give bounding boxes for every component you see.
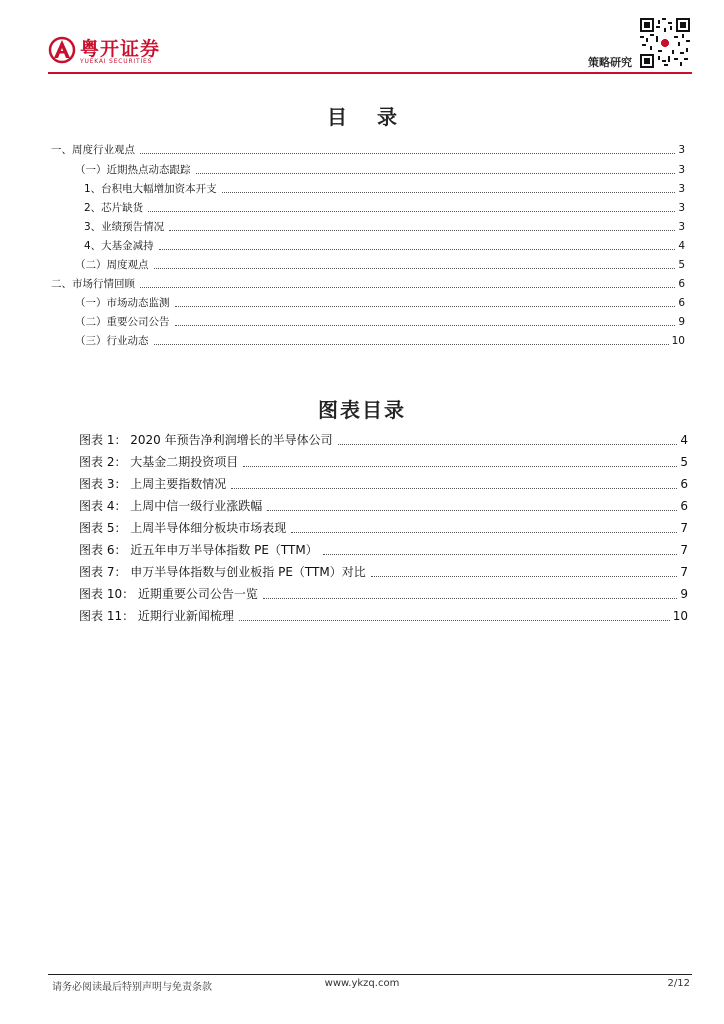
toc-entry-page: 3 [678,183,685,195]
toc-entry-label: 一、周度行业观点 [51,144,135,156]
figure-entry[interactable] [79,564,688,580]
toc-entry[interactable] [84,239,685,253]
toc-entry-label: 2、芯片缺货 [84,202,144,214]
company-logo [48,36,178,72]
qr-code-icon [640,18,690,68]
dot-leader [175,325,676,326]
toc-entry-label: 二、市场行情回顾 [51,278,135,290]
dot-leader [239,620,670,621]
dot-leader [291,532,677,533]
toc-entry-page: 3 [678,144,685,156]
toc-entry-label: 1、台积电大幅增加资本开支 [84,183,217,195]
toc-entry[interactable] [75,258,685,272]
page-header [48,18,692,74]
toc-entry-page: 4 [678,240,685,252]
toc-entry[interactable] [84,220,685,234]
figure-entry-page: 10 [672,609,688,623]
toc-entry[interactable] [75,296,685,310]
toc-entry[interactable] [75,163,685,177]
figure-entry[interactable] [79,542,688,558]
dot-leader [148,211,675,212]
dot-leader [140,153,675,154]
toc-entry[interactable] [75,334,685,348]
figure-entry-page: 7 [680,543,688,557]
figure-entry-label: 图表 6： 近五年申万半导体指数 PE（TTM） [79,543,318,557]
figure-entry-label: 图表 11： 近期行业新闻梳理 [79,609,234,623]
dot-leader [154,344,669,345]
dot-leader [231,488,677,489]
figure-entry-page: 6 [680,499,688,513]
logo-chinese-name: 粤开证券 [80,38,161,60]
toc-entry-label: （二）周度观点 [75,259,149,271]
toc-entry[interactable] [51,143,685,157]
dot-leader [267,510,677,511]
figure-entry-page: 7 [680,565,688,579]
footer-page-number: 2/12 [667,978,690,989]
toc-entry[interactable] [84,182,685,196]
figure-entry-page: 4 [680,433,688,447]
toc-entry-label: （一）市场动态监测 [75,297,170,309]
toc-entry-page: 3 [678,164,685,176]
figure-entry-label: 图表 1： 2020 年预告净利润增长的半导体公司 [79,433,333,447]
dot-leader [175,306,676,307]
figure-entry-label: 图表 10： 近期重要公司公告一览 [79,587,258,601]
toc-entry-label: 4、大基金减持 [84,240,154,252]
dot-leader [263,598,677,599]
figure-entry-label: 图表 2： 大基金二期投资项目 [79,455,239,469]
toc-entry-page: 6 [678,278,685,290]
dot-leader [196,173,676,174]
toc-entry-page: 5 [678,259,685,271]
toc-entry[interactable] [84,201,685,215]
toc-entry-label: 3、业绩预告情况 [84,221,165,233]
figure-entry-page: 7 [680,521,688,535]
figure-entry[interactable] [79,520,688,536]
figure-entry-page: 6 [680,477,688,491]
toc-entry[interactable] [51,277,685,291]
figure-entry[interactable] [79,586,688,602]
toc-entry-page: 3 [678,221,685,233]
toc-entry-page: 10 [671,335,685,347]
dot-leader [338,444,678,445]
figure-entry[interactable] [79,608,688,624]
header-divider [48,72,692,74]
yuekai-logo-icon [48,36,76,64]
dot-leader [323,554,678,555]
dot-leader [371,576,678,577]
figure-entry-page: 5 [680,455,688,469]
footer-website: www.ykzq.com [324,978,400,989]
figure-entry-label: 图表 4： 上周中信一级行业涨跌幅 [79,499,263,513]
report-category: 策略研究 [588,56,632,69]
toc-entry-label: （二）重要公司公告 [75,316,170,328]
dot-leader [140,287,675,288]
dot-leader [159,249,676,250]
figure-entry[interactable] [79,432,688,448]
toc-entry-label: （一）近期热点动态跟踪 [75,164,191,176]
figure-entry-page: 9 [680,587,688,601]
toc-title: 目录 [327,105,427,129]
logo-english-name: YUEKAI SECURITIES [80,58,153,65]
figure-entry-label: 图表 7： 申万半导体指数与创业板指 PE（TTM）对比 [79,565,366,579]
toc-entry-page: 3 [678,202,685,214]
toc-entry-label: （三）行业动态 [75,335,149,347]
figure-index-title: 图表目录 [318,398,406,422]
footer-divider [48,974,692,975]
toc-entry-page: 6 [678,297,685,309]
figure-entry[interactable] [79,476,688,492]
figure-entry[interactable] [79,454,688,470]
toc-entry[interactable] [75,315,685,329]
figure-entry-label: 图表 5： 上周半导体细分板块市场表现 [79,521,287,535]
dot-leader [243,466,677,467]
dot-leader [154,268,676,269]
figure-entry[interactable] [79,498,688,514]
figure-entry-label: 图表 3： 上周主要指数情况 [79,477,227,491]
toc-entry-page: 9 [678,316,685,328]
dot-leader [169,230,675,231]
dot-leader [222,192,676,193]
footer-disclaimer: 请务必阅读最后特别声明与免责条款 [52,982,212,993]
